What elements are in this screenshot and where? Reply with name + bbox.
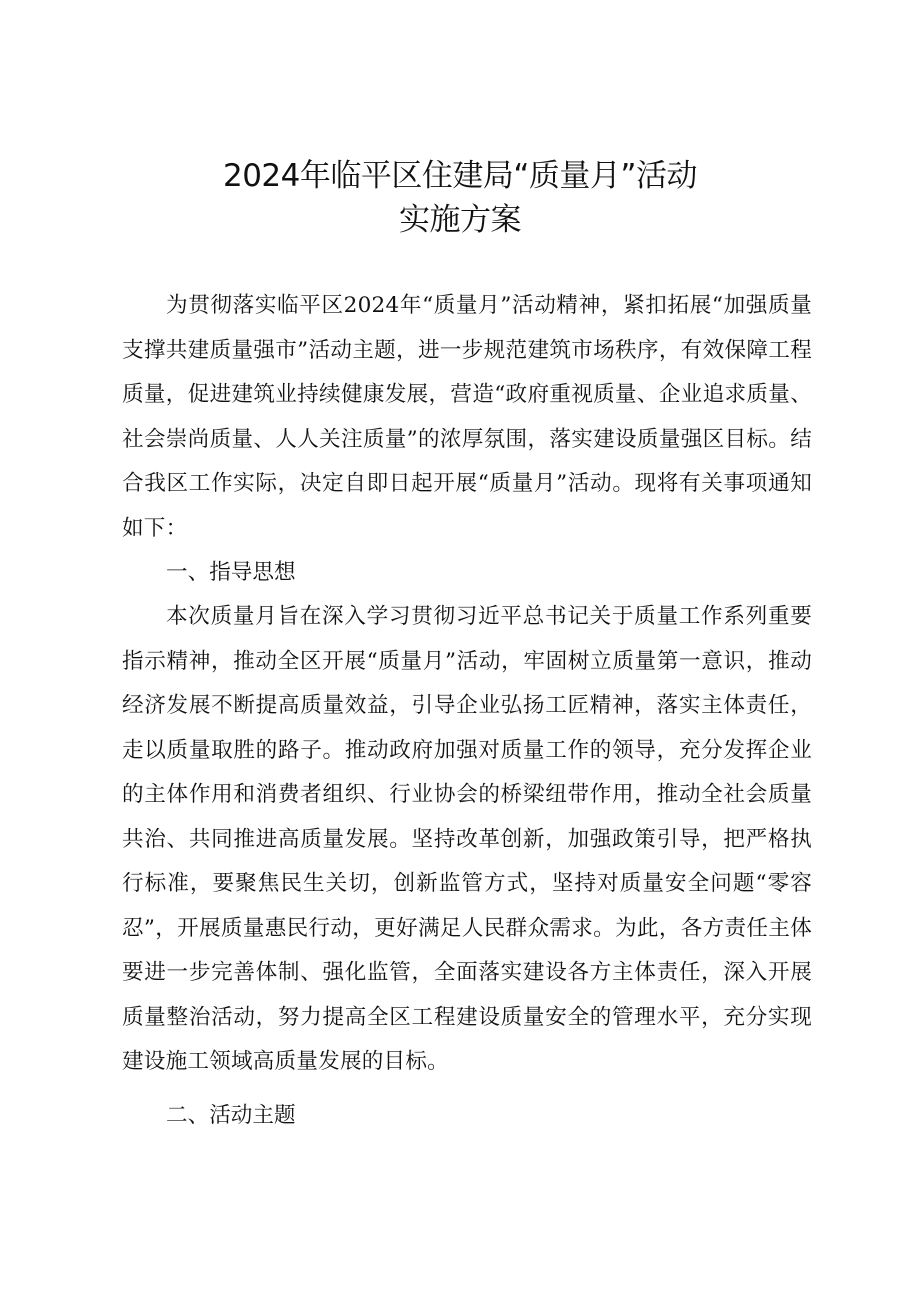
document-title-line1: 2024年临平区住建局“质量月”活动 [222,158,697,194]
section2-heading: 二、活动主题 [166,1103,296,1128]
section1-heading: 一、指导思想 [166,560,296,585]
document-title-line2: 实施方案 [399,202,521,238]
section1-paragraph: 本次质量月旨在深入学习贯彻习近平总书记关于质量工作系列重要指示精神，推动全区开展“质量月”活动，牢固树立质量第一意识，推动经济发展不断提高质量效益，引导企业弘扬工匠精神，落实主体责任，走以质量取胜的路子。推动政府加强对质量工作的领导，充分发挥企业的主体作用和消费者组织、行业协会的桥梁纽带作用，推动全社会质量共治、共同推进高质量发展。坚持改革创新，加强政策引导，把严格执行标准，要聚焦民生关切，创新监管方式，坚持对质量安全问题“零容忍”，开展质量惠民行动，更好满足人民群众需求。为此，各方责任主体要进一步完善体制、强化监管，全面落实建设各方主体责任，深入开展质量整治活动，努力提高全区工程建设质量安全的管理水平，充分实现建设施工领域高质量发展的目标。 [122,604,812,1074]
intro-paragraph: 为贯彻落实临平区2024年“质量月”活动精神，紧扣拓展“加强质量支撑共建质量强市”活动主题，进一步规范建筑市场秩序，有效保障工程质量，促进建筑业持续健康发展，营造“政府重视质量、企业追求质量、社会崇尚质量、人人关注质量”的浓厚氛围，落实建设质量强区目标。结合我区工作实际，决定自即日起开展“质量月”活动。现将有关事项通知如下： [122,293,812,541]
